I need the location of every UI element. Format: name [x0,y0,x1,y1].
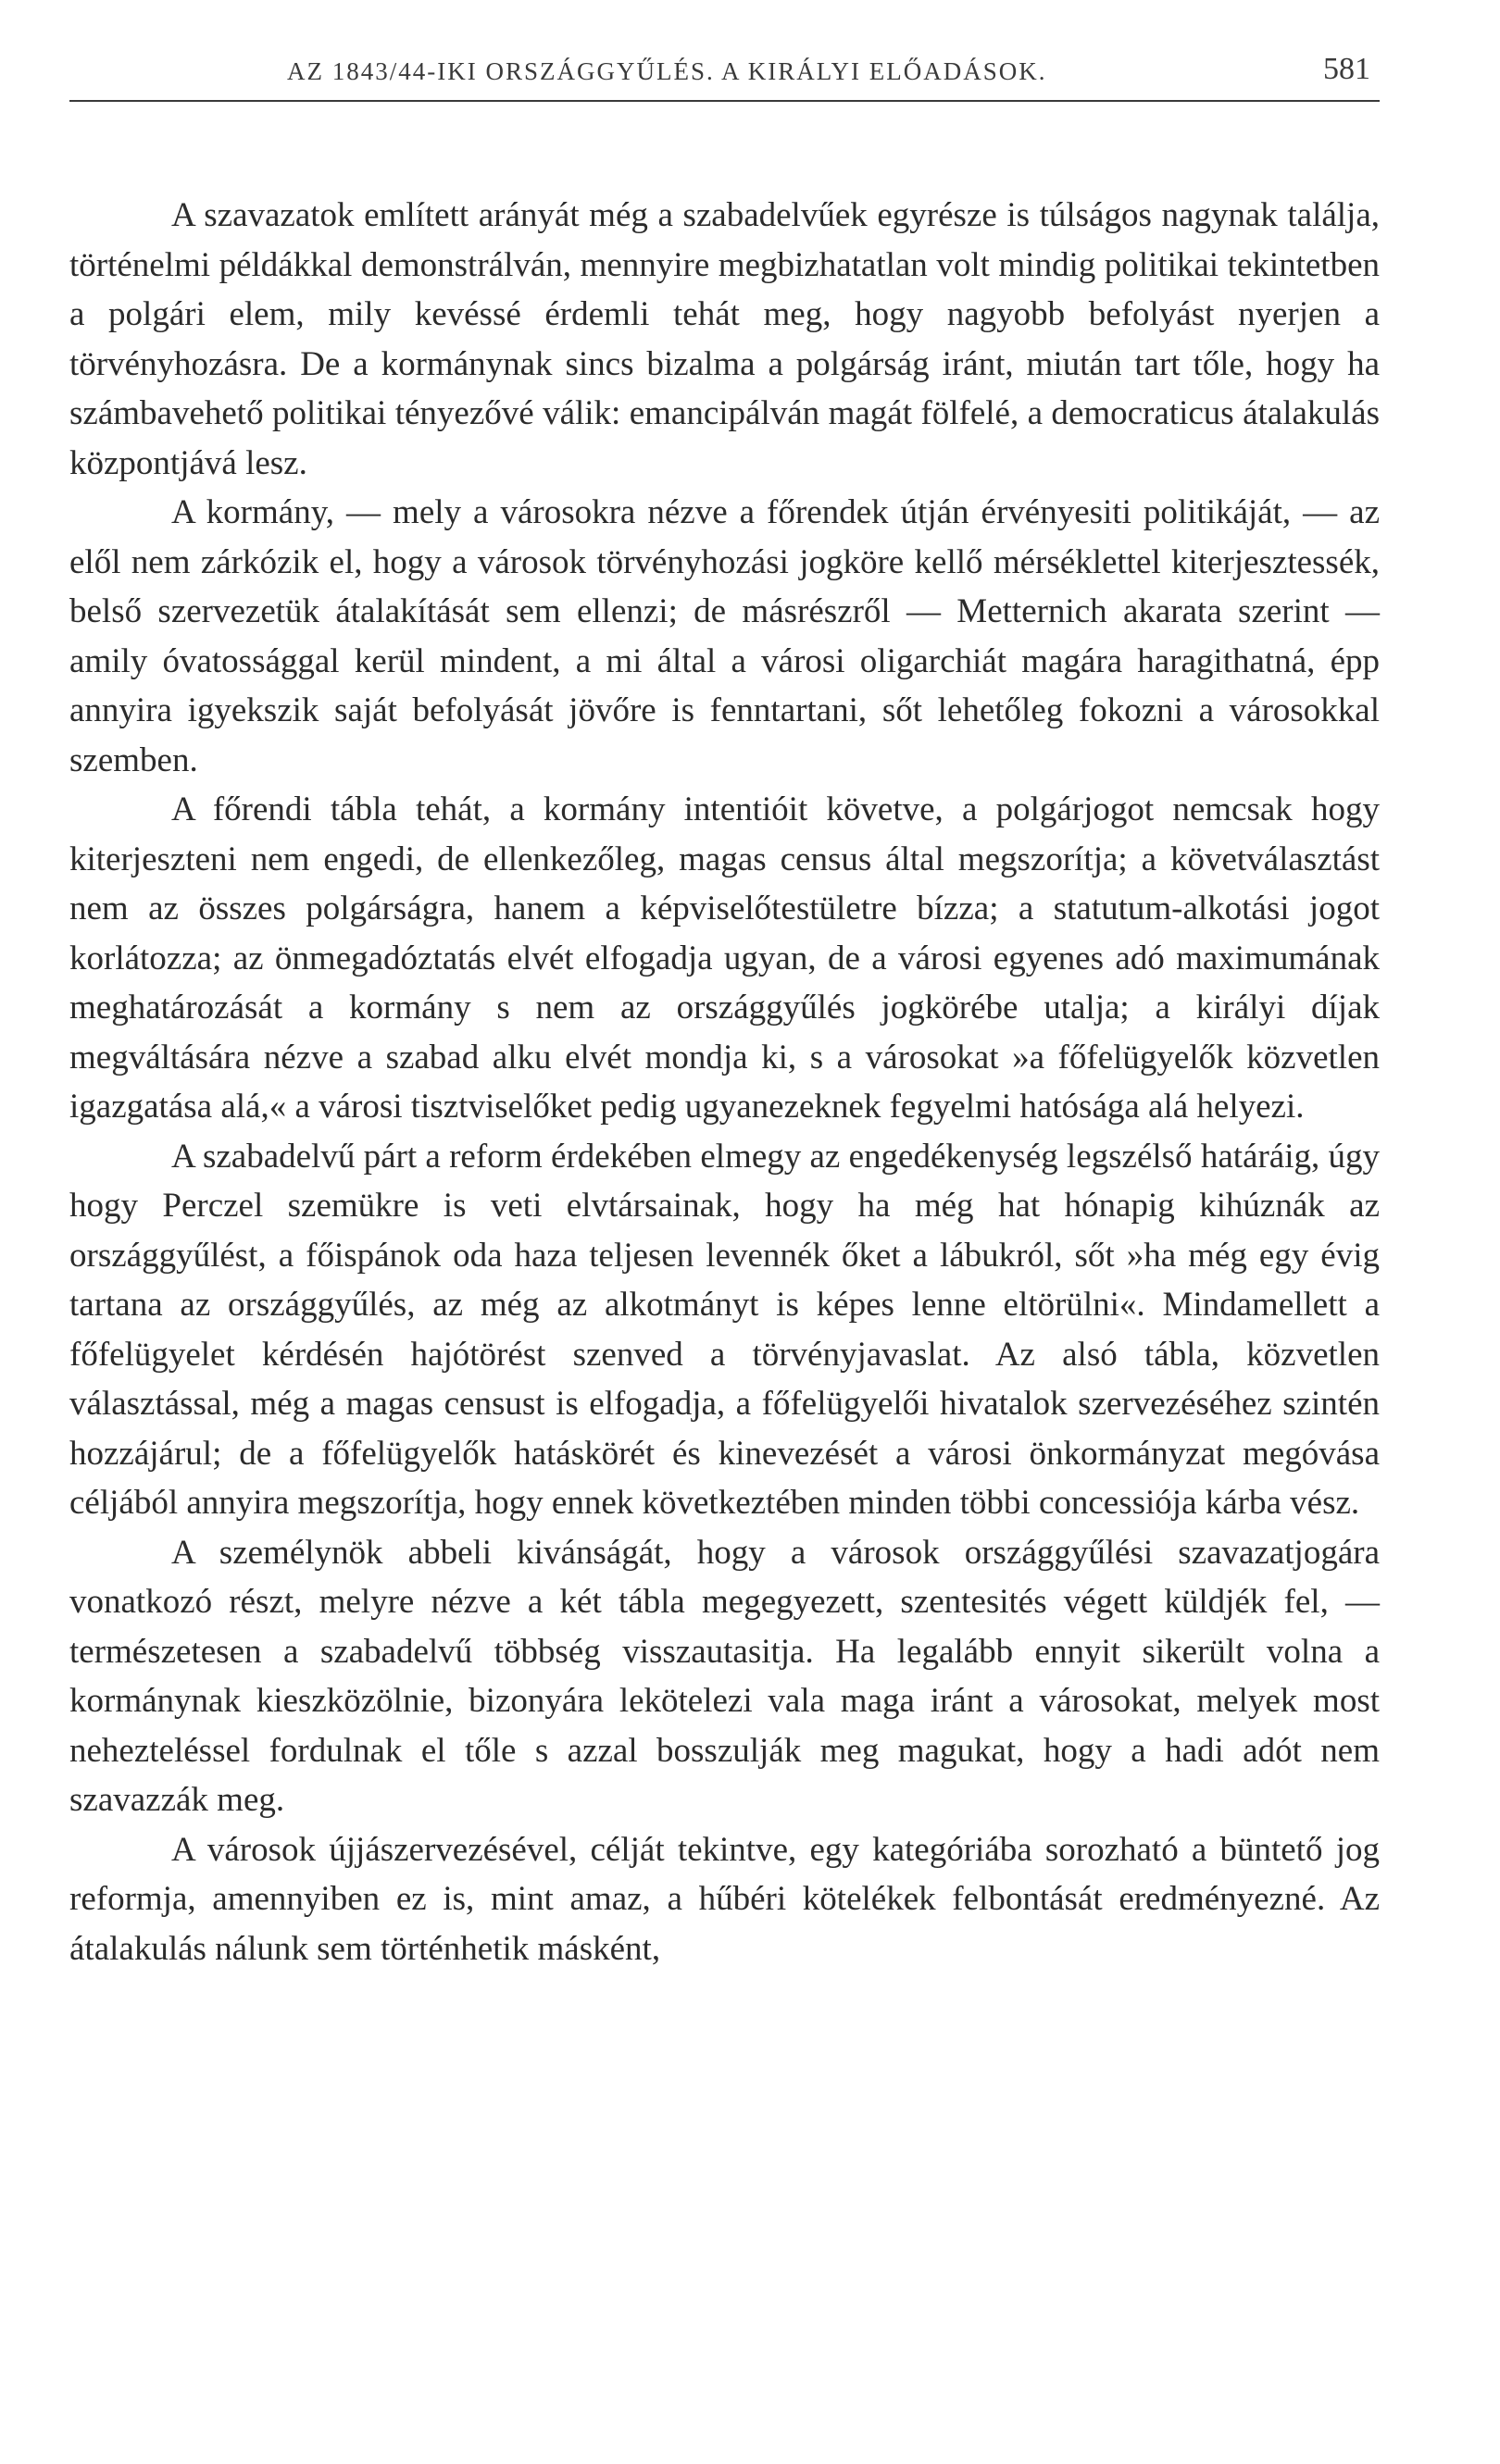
running-title: AZ 1843/44-IKI ORSZÁGGYŰLÉS. A KIRÁLYI ELŐADÁSOK. [287,57,1047,85]
paragraph: A személynök abbeli kivánságát, hogy a városok országgyűlési szavazatjogára vonatkozó részt, melyre nézve a két tábla megegyezett, szentesités végett küldjék fel, — természetesen a szabadelvű többség visszautasitja. Ha legalább ennyit sikerült volna a kormánynak kieszközölnie, bizonyára lekötelezi vala maga iránt a városokat, melyek most nehezteléssel fordulnak el tőle s azzal bosszulják meg magukat, hogy a hadi adót nem szavazzák meg. [69,1533,1380,1819]
paragraph: A főrendi tábla tehát, a kormány intentióit követve, a polgárjogot nemcsak hogy kiterjeszteni nem engedi, de ellenkezőleg, magas census által megszorítja; a követválasztást nem az összes polgárságra, hanem a képviselőtestületre bízza; a statutum-alkotási jogot korlátozza; az önmegadóztatás elvét elfogadja ugyan, de a városi egyenes adó maximumának meghatározását a kormány s nem az országgyűlés jogkörébe utalja; a királyi díjak megváltására nézve a szabad alku elvét mondja ki, s a városokat »a főfelügyelők közvetlen igazgatása alá,« a városi tisztviselőket pedig ugyanezeknek fegyelmi hatósága alá helyezi. [69,790,1380,1126]
paragraph: A szabadelvű párt a reform érdekében elmegy az engedékenység legszélső határáig, úgy hogy Perczel szemükre is veti elvtársainak, hogy ha még hat hónapig kihúznák az országgyűlést, a főispánok oda haza teljesen levennék őket a lábukról, sőt »ha még egy évig tartana az országgyűlés, az még az alkotmányt is képes lenne eltörülni«. Mindamellett a főfelügyelet kérdésén hajótörést szenved a törvényjavaslat. Az alsó tábla, közvetlen választással, még a magas censust is elfogadja, a főfelügyelői hivatalok szervezéséhez szintén hozzájárul; de a főfelügyelők hatáskörét és kinevezését a városi önkormányzat megóvása céljából annyira megszorítja, hogy ennek következtében minden többi concessiója kárba vész. [69,1137,1380,1522]
book-page [69,48,1380,2418]
page-number: 581 [1323,52,1370,86]
paragraph: A kormány, — mely a városokra nézve a főrendek útján érvényesiti politikáját, — az elől nem zárkózik el, hogy a városok törvényhozási jogköre kellő mérséklettel kiterjesztessék, belső szervezetük átalakítását sem ellenzi; de másrészről — Metternich akarata szerint — amily óvatossággal kerül mindent, a mi által a városi oligarchiát magára haragithatná, épp annyira igyekszik saját befolyását jövőre is fenntartani, sőt lehetőleg fokozni a városokkal szemben. [69,493,1380,779]
paragraph: A szavazatok említett arányát még a szabadelvűek egyrésze is túlságos nagynak találja, történelmi példákkal demonstrálván, mennyire megbizhatatlan volt mindig politikai tekintetben a polgári elem, mily kevéssé érdemli tehát meg, hogy nagyobb befolyást nyerjen a törvényhozásra. De a kormánynak sincs bizalma a polgárság iránt, miután tart tőle, hogy ha számbavehető politikai tényezővé válik: emancipálván magát fölfelé, a democraticus átalakulás központjává lesz. [69,196,1380,482]
running-header [69,48,1380,102]
paragraph: A városok újjászervezésével, célját tekintve, egy kategóriába sorozható a büntető jog reformja, amennyiben ez is, mint amaz, a hűbéri kötelékek felbontását eredményezné. Az átalakulás nálunk sem történhetik másként, [69,1830,1380,1968]
body-text [69,191,1380,1973]
